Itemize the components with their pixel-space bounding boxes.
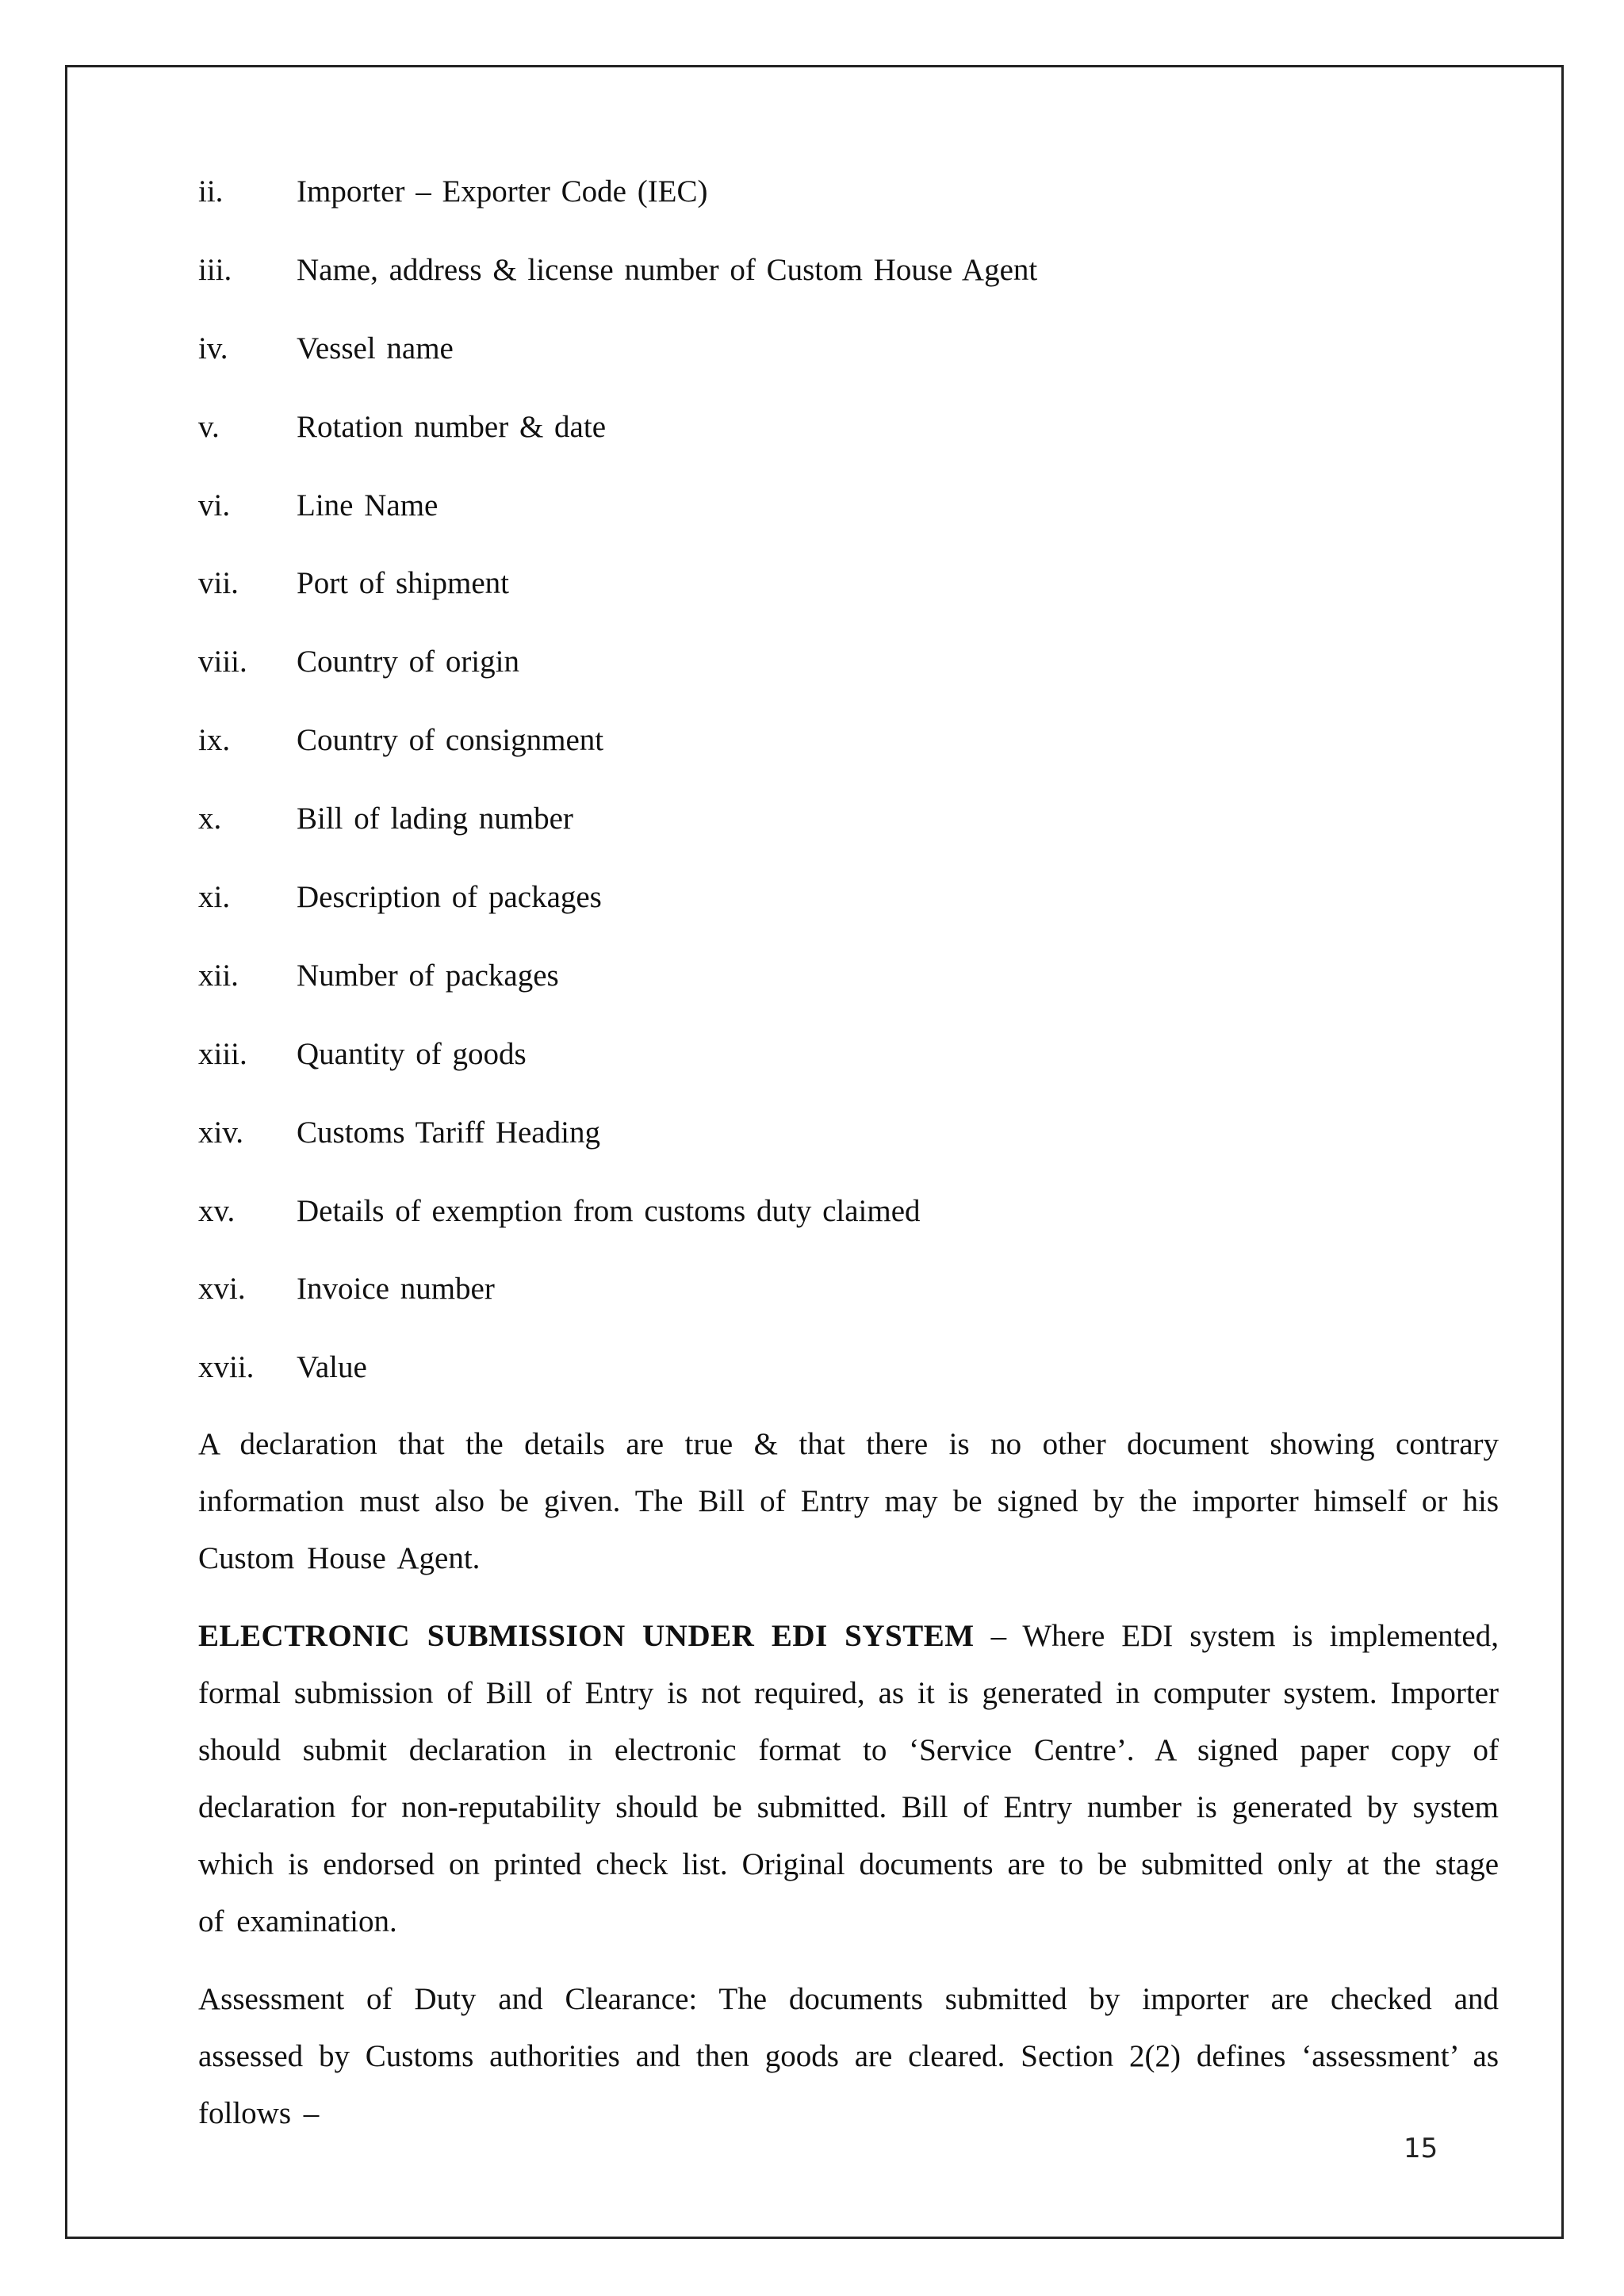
list-text: Customs Tariff Heading	[297, 1115, 600, 1150]
list-text: Port of shipment	[297, 566, 509, 601]
assessment-paragraph: Assessment of Duty and Clearance: The documents submitted by importer are checked and assessed by Customs authorities and then goods are cleared. Section 2(2) defines ‘assessment’ as follows –	[198, 1982, 1499, 2131]
edi-body: – Where EDI system is implemented, formal submission of Bill of Entry is not required, as it is generated in computer system. Importer should submit declaration in electronic format to ‘Service Centre’. A signed paper copy of declaration for non-reputability should be submitted. Bill of Entry number is generated by system which is endorsed on printed check list. Original documents are to be submitted only at the stage of examination.	[198, 1619, 1499, 1939]
list-item	[198, 795, 1499, 874]
list-numeral: iv.	[198, 331, 228, 365]
declaration-paragraph: A declaration that the details are true & that there is no other document showing contrary information must also be given. The Bill of Entry may be signed by the importer himself or his Custom House Agent.	[198, 1427, 1499, 1576]
list-numeral: xiii.	[198, 1036, 247, 1071]
list-text: Bill of lading number	[297, 802, 573, 836]
list-item	[198, 325, 1499, 404]
list-text: Country of origin	[297, 645, 519, 679]
list-text: Description of packages	[297, 880, 602, 915]
list-text: Value	[297, 1350, 367, 1385]
list-numeral: xi.	[198, 880, 231, 915]
list-numeral: xii.	[198, 958, 239, 993]
list-item	[198, 247, 1499, 325]
list-numeral: viii.	[198, 645, 247, 679]
list-numeral: ix.	[198, 723, 231, 758]
list-numeral: ii.	[198, 174, 224, 209]
list-item	[198, 482, 1499, 561]
list-item	[198, 560, 1499, 638]
list-text: Quantity of goods	[297, 1036, 527, 1071]
list-numeral: vi.	[198, 488, 231, 522]
list-item	[198, 1109, 1499, 1188]
list-numeral: xvi.	[198, 1272, 246, 1307]
edi-paragraph	[198, 1608, 1499, 1950]
list-text: Country of consignment	[297, 723, 604, 758]
page-number: 15	[1404, 2133, 1438, 2164]
page-content	[198, 168, 1499, 2142]
list-numeral: iii.	[198, 252, 232, 287]
list-item	[198, 168, 1499, 247]
list-text: Line Name	[297, 488, 439, 522]
list-item	[198, 404, 1499, 482]
list-item	[198, 638, 1499, 717]
list-item	[198, 1265, 1499, 1344]
list-text: Rotation number & date	[297, 409, 607, 444]
list-item	[198, 952, 1499, 1031]
list-item	[198, 1188, 1499, 1266]
list-numeral: xv.	[198, 1193, 236, 1228]
list-text: Invoice number	[297, 1272, 495, 1307]
list-item	[198, 1031, 1499, 1109]
list-numeral: v.	[198, 409, 220, 444]
list-numeral: xvii.	[198, 1350, 255, 1385]
list-item	[198, 717, 1499, 795]
list-item	[198, 874, 1499, 952]
list-text: Importer – Exporter Code (IEC)	[297, 174, 708, 209]
list-text: Name, address & license number of Custom House Agent	[297, 252, 1038, 287]
list-text: Number of packages	[297, 958, 559, 993]
edi-heading: ELECTRONIC SUBMISSION UNDER EDI SYSTEM	[198, 1619, 975, 1654]
list-numeral: vii.	[198, 566, 239, 601]
bill-of-entry-details-list	[198, 168, 1499, 1422]
list-numeral: x.	[198, 802, 222, 836]
list-item	[198, 1344, 1499, 1422]
list-text: Vessel name	[297, 331, 454, 365]
list-text: Details of exemption from customs duty claimed	[297, 1193, 921, 1228]
list-numeral: xiv.	[198, 1115, 244, 1150]
